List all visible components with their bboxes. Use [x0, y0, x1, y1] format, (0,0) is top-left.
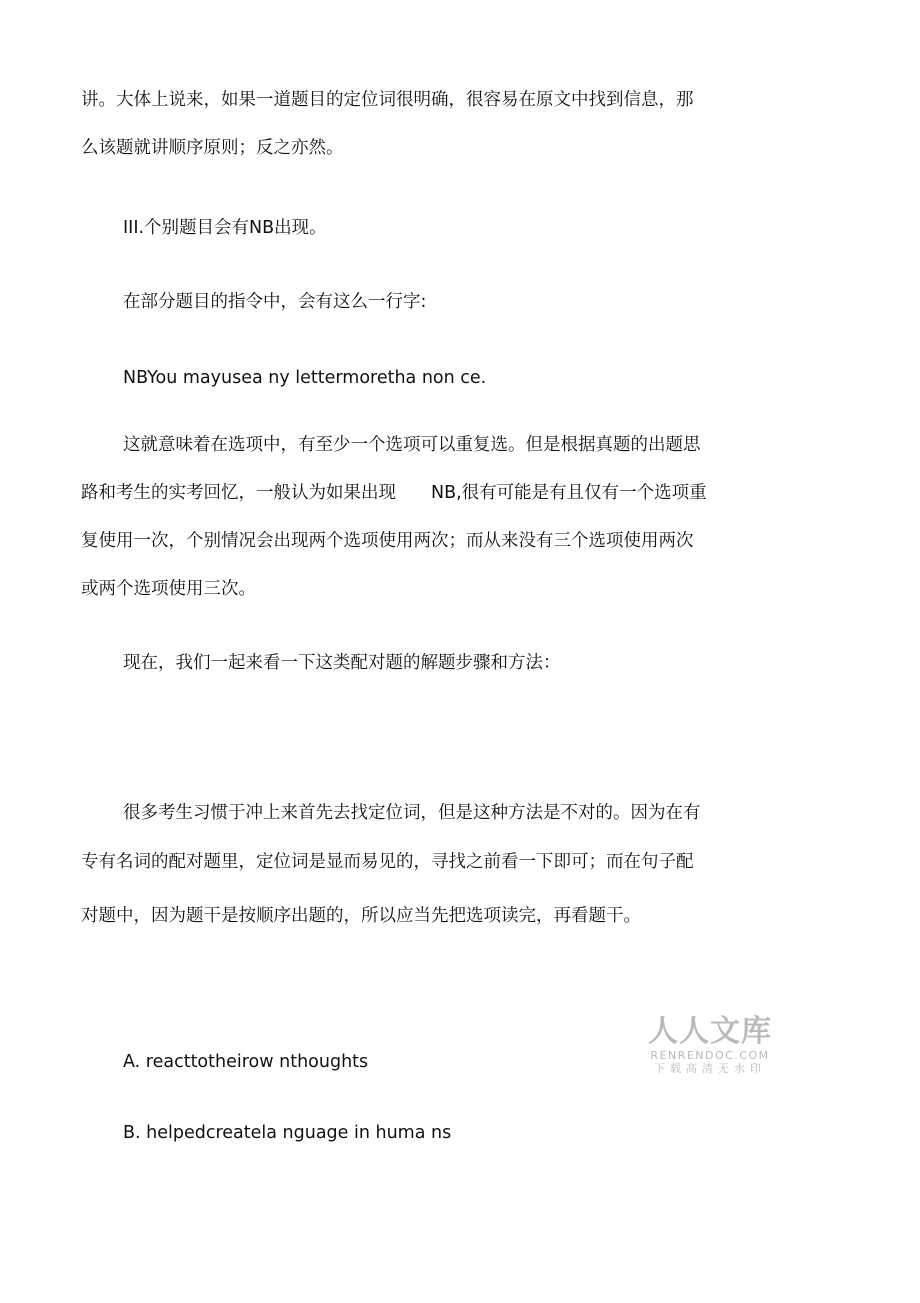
- paragraph-1-line-2: 么该题就讲顺序原则；反之亦然。: [81, 138, 344, 158]
- paragraph-5-line-1: 这就意味着在选项中，有至少一个选项可以重复选。但是根据真题的出题思: [123, 435, 701, 455]
- paragraph-5-line-4: 或两个选项使用三次。: [81, 579, 256, 599]
- paragraph-nb-heading: III.个别题目会有NB出现。: [123, 218, 327, 238]
- paragraph-7-line-3: 对题中，因为题干是按顺序出题的，所以应当先把选项读完，再看题干。: [81, 906, 641, 926]
- paragraph-nb-instruction: NBYou mayusea ny lettermoretha non ce.: [123, 368, 487, 388]
- watermark-logo: [640, 1015, 780, 1076]
- watermark-url: RENRENDOC.COM: [650, 1049, 770, 1062]
- paragraph-6: 现在，我们一起来看一下这类配对题的解题步骤和方法：: [123, 653, 561, 673]
- paragraph-instruction-intro: 在部分题目的指令中，会有这么一行字:: [123, 292, 427, 312]
- paragraph-7-line-1: 很多考生习惯于冲上来首先去找定位词，但是这种方法是不对的。因为在有: [123, 803, 701, 823]
- paragraph-5-line-3: 复使用一次，个别情况会出现两个选项使用两次；而从来没有三个选项使用两次: [81, 531, 694, 551]
- option-b: B. helpedcreatela nguage in huma ns: [123, 1123, 452, 1143]
- paragraph-7-line-2: 专有名词的配对题里，定位词是显而易见的，寻找之前看一下即可；而在句子配: [81, 852, 694, 872]
- paragraph-5-line-2: 路和考生的实考回忆，一般认为如果出现 NB,很有可能是有且仅有一个选项重: [81, 483, 707, 503]
- watermark-tagline: 下载高清无水印: [654, 1062, 766, 1075]
- watermark-title: 人人文库: [648, 1014, 772, 1049]
- option-a: A. reacttotheirow nthoughts: [123, 1052, 369, 1072]
- paragraph-1-line-1: 讲。大体上说来，如果一道题目的定位词很明确，很容易在原文中找到信息，那: [81, 90, 694, 110]
